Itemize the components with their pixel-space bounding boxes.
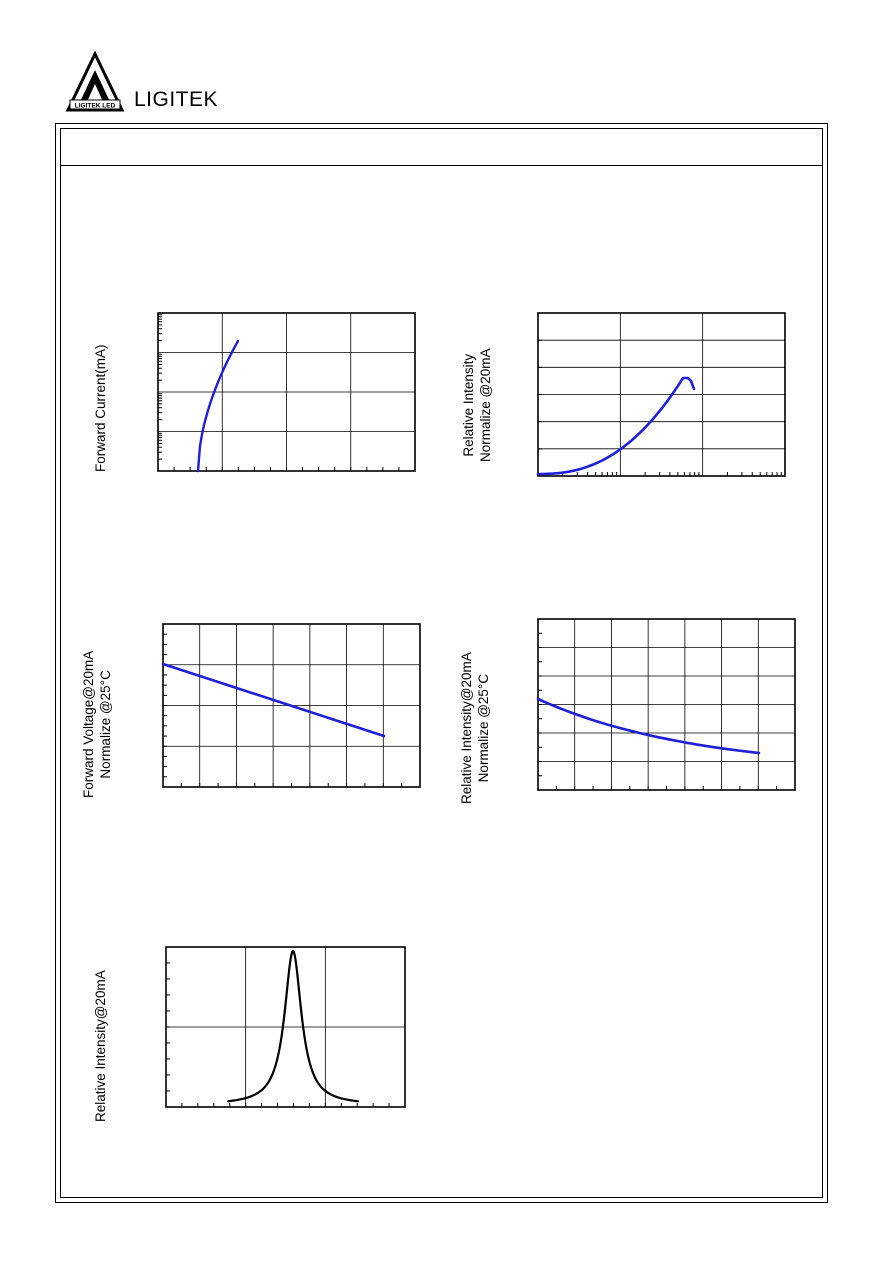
voltage-vs-temp-chart xyxy=(163,624,420,787)
spectrum-ylabel: Relative Intensity@20mA xyxy=(93,970,108,1122)
intensity-vs-temp-chart xyxy=(538,619,795,790)
intensity-vs-current-chart xyxy=(538,313,785,476)
intensity-vs-temp-ylabel: Relative Intensity@20mA Normalize @25°C xyxy=(459,652,491,804)
voltage-vs-temp-ylabel: Forward Voltage@20mA Normalize @25°C xyxy=(81,650,113,798)
header-rule xyxy=(60,165,823,166)
forward-current-chart xyxy=(158,313,415,471)
logo-text: LIGITEK LED xyxy=(74,102,116,110)
spectrum-chart xyxy=(166,947,405,1107)
intensity-vs-current-ylabel: Relative Intensity Normalize @20mA xyxy=(461,348,493,462)
ligitek-logo-icon xyxy=(64,50,126,118)
brand-name: LIGITEK xyxy=(134,88,219,111)
forward-current-ylabel: Forward Current(mA) xyxy=(93,344,108,472)
